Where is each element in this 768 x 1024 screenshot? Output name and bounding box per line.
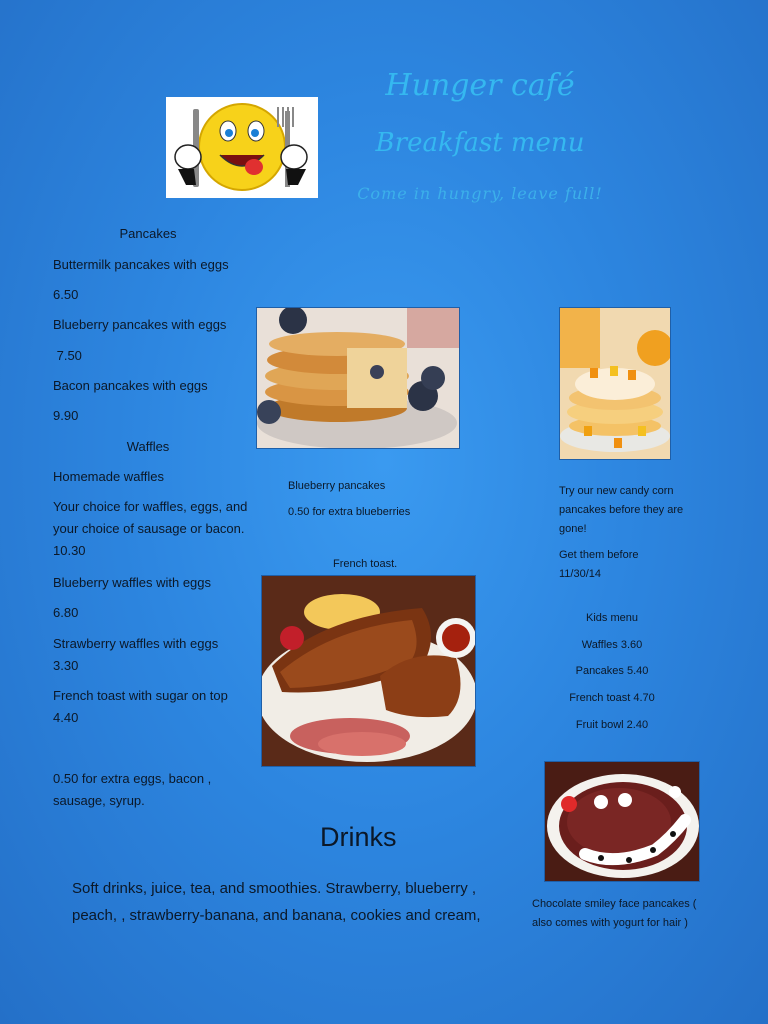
candy-corn-promo: Try our new candy corn pancakes before they are gone!	[559, 485, 684, 535]
menu-subtitle: Breakfast menu	[375, 128, 585, 158]
drinks-heading: Drinks	[320, 822, 397, 852]
drinks-description: Soft drinks, juice, tea, and smoothies. Strawberry, blueberry , peach, , strawberry-banana, and banana, cookies and cream,	[72, 880, 481, 924]
kids-item-waffles: Waffles 3.60	[581, 639, 643, 651]
menu-item-choice-waffles: Your choice for waffles, eggs, and your choice of sausage or bacon. 10.30	[53, 499, 248, 558]
menu-item-bacon: Bacon pancakes with eggs	[53, 378, 208, 393]
menu-item-buttermilk: Buttermilk pancakes with eggs	[53, 257, 229, 272]
kids-item-pancakes: Pancakes 5.40	[575, 665, 649, 677]
blueberry-pancakes-photo	[256, 307, 460, 449]
menu-item-blueberry: Blueberry pancakes with eggs	[53, 317, 227, 332]
waffles-heading: Waffles	[126, 439, 170, 454]
menu-item-french-toast: French toast with sugar on top 4.40	[53, 688, 228, 725]
menu-item-strawberry-waffles: Strawberry waffles with eggs 3.30	[53, 636, 219, 673]
menu-item-blueberry-waffles: Blueberry waffles with eggs	[53, 575, 212, 590]
kids-item-french-toast: French toast 4.70	[569, 692, 655, 704]
pancakes-heading: Pancakes	[119, 226, 177, 241]
cafe-title: Hunger café	[385, 68, 575, 103]
chocolate-pancakes-caption: Chocolate smiley face pancakes ( also comes with yogurt for hair )	[532, 898, 697, 929]
french-toast-caption: French toast.	[333, 558, 398, 570]
smiley-logo	[166, 97, 318, 198]
menu-price-blueberry: 7.50	[53, 348, 82, 363]
menu-item-homemade-waffles: Homemade waffles	[53, 469, 165, 484]
menu-price-buttermilk: 6.50	[53, 287, 79, 302]
kids-item-fruit-bowl: Fruit bowl 2.40	[575, 719, 649, 731]
extras-note: 0.50 for extra eggs, bacon , sausage, syrup.	[53, 771, 212, 808]
menu-price-bacon: 9.90	[53, 408, 79, 423]
blueberry-extra-note: 0.50 for extra blueberries	[288, 506, 411, 518]
candy-corn-pancakes-photo	[559, 307, 671, 460]
kids-menu-heading: Kids menu	[586, 612, 638, 624]
tagline: Come in hungry, leave full!	[357, 184, 603, 203]
blueberry-pancakes-caption: Blueberry pancakes	[288, 480, 386, 492]
french-toast-photo	[261, 575, 476, 767]
menu-price-blueberry-waffles: 6.80	[53, 605, 79, 620]
candy-corn-deadline: Get them before 11/30/14	[559, 549, 639, 580]
chocolate-smiley-pancakes-photo	[544, 761, 700, 882]
